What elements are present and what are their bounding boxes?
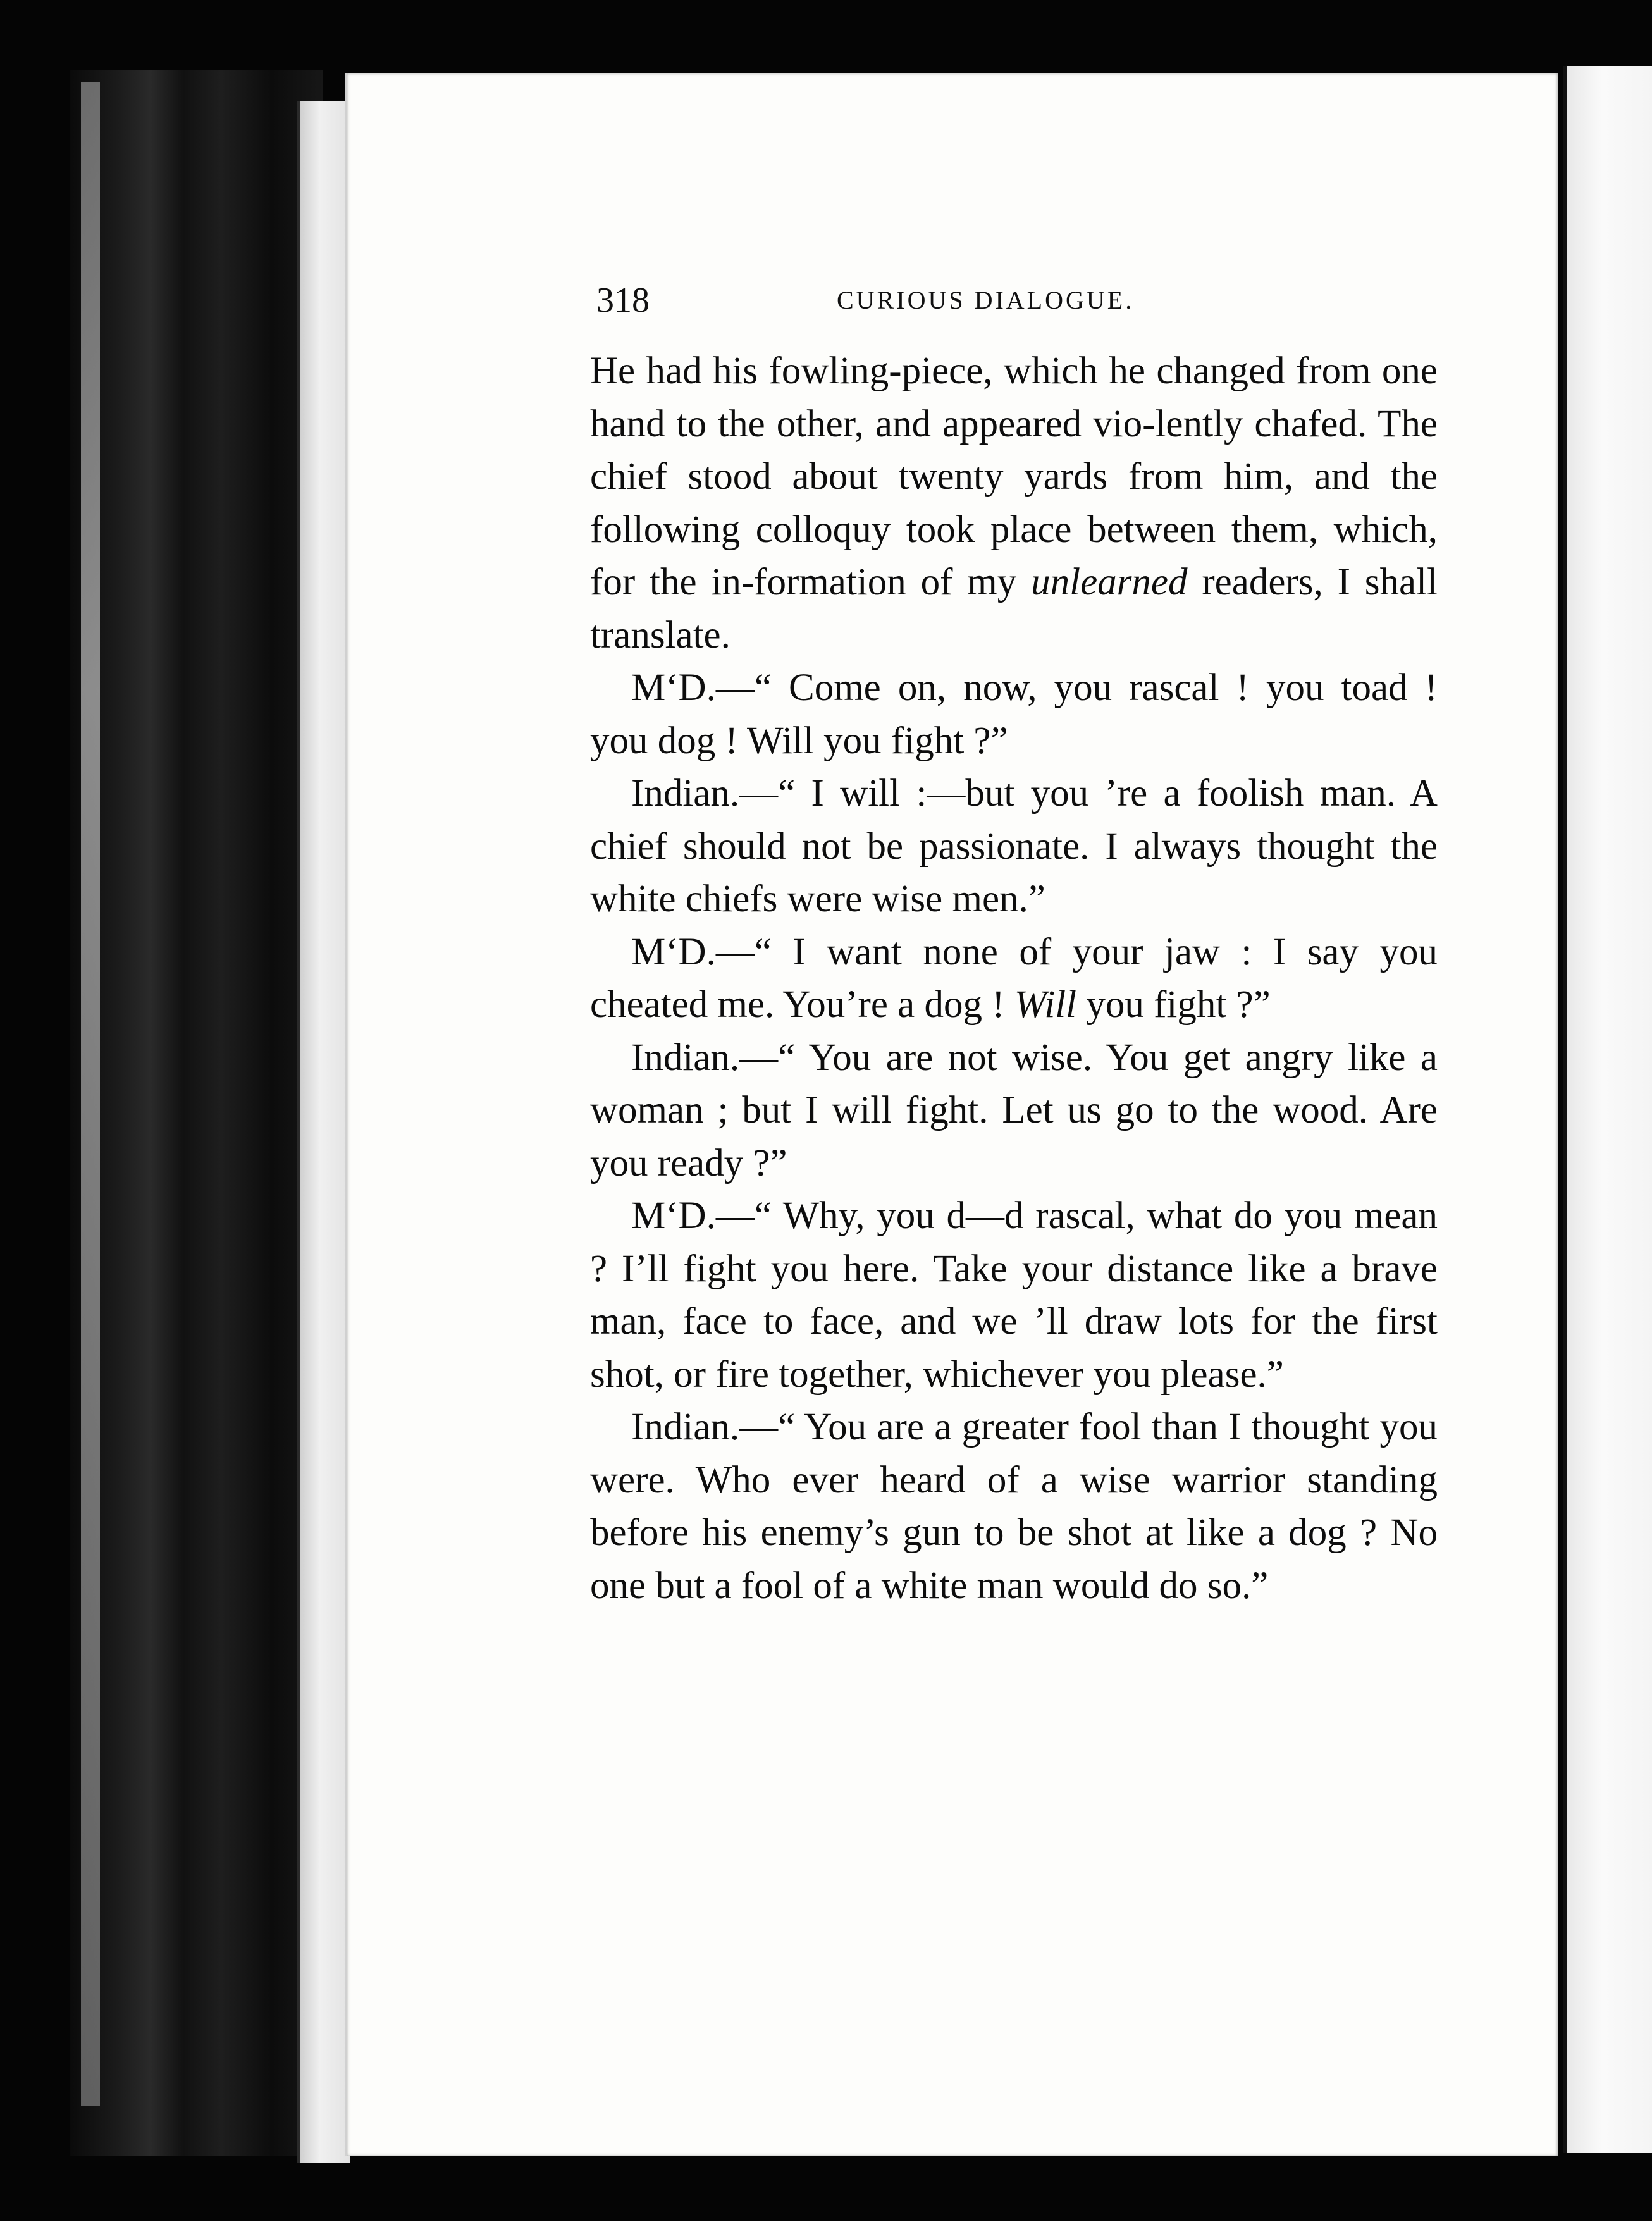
book-page bbox=[345, 73, 1558, 2156]
speaker-label: M‘D.— bbox=[631, 930, 755, 973]
running-title: CURIOUS DIALOGUE. bbox=[837, 286, 1135, 314]
dialogue-paragraph: M‘D.—“ Come on, now, you rascal ! you toad ! you dog ! Will you fight ?” bbox=[590, 667, 1438, 762]
dialogue-paragraph: Indian.—“ You are not wise. You get angry like a woman ; but I will fight. Let us go to the wood. Are you ready ?” bbox=[590, 1036, 1438, 1184]
speaker-label: Indian.— bbox=[631, 1406, 779, 1448]
emphasis-text: Will bbox=[1014, 983, 1077, 1026]
speaker-label: M‘D.— bbox=[631, 667, 755, 709]
emphasis-text: unlearned bbox=[1031, 561, 1188, 603]
dialogue-paragraph: M‘D.—“ Why, you d—d rascal, what do you mean ? I’ll fight you here. Take your distance like a brave man, face to face, and we ’ll draw lots for the first shot, or fire together, whichever you please.” bbox=[590, 1195, 1438, 1396]
speaker-label: M‘D.— bbox=[631, 1195, 755, 1237]
book-spine bbox=[70, 70, 323, 2156]
running-head bbox=[596, 272, 1438, 329]
speaker-label: Indian.— bbox=[631, 1036, 779, 1079]
body-text bbox=[590, 345, 1438, 1612]
paragraph: He had his fowling-piece, which he changed from one hand to the other, and appeared vio-lently chafed. The chief stood about twenty yards from him, and the following colloquy took place between them, which, for the in-formation of my unlearned readers, I shall translate. bbox=[590, 350, 1438, 656]
speaker-label: Indian.— bbox=[631, 772, 779, 815]
adjacent-page-edge bbox=[1563, 66, 1652, 2153]
spine-edge-highlight bbox=[81, 82, 100, 2106]
dialogue-paragraph: Indian.—“ I will :—but you ’re a foolish man. A chief should not be passionate. I always thought the white chiefs were wise men.” bbox=[590, 772, 1438, 920]
dialogue-paragraph: M‘D.—“ I want none of your jaw : I say you cheated me. You’re a dog ! Will you fight ?” bbox=[590, 930, 1438, 1026]
page-edge-strip bbox=[297, 101, 350, 2163]
page-number: 318 bbox=[596, 281, 650, 320]
dialogue-paragraph: Indian.—“ You are a greater fool than I thought you were. Who ever heard of a wise warrior standing before his enemy’s gun to be shot at like a dog ? No one but a fool of a white man would do so.” bbox=[590, 1406, 1438, 1607]
